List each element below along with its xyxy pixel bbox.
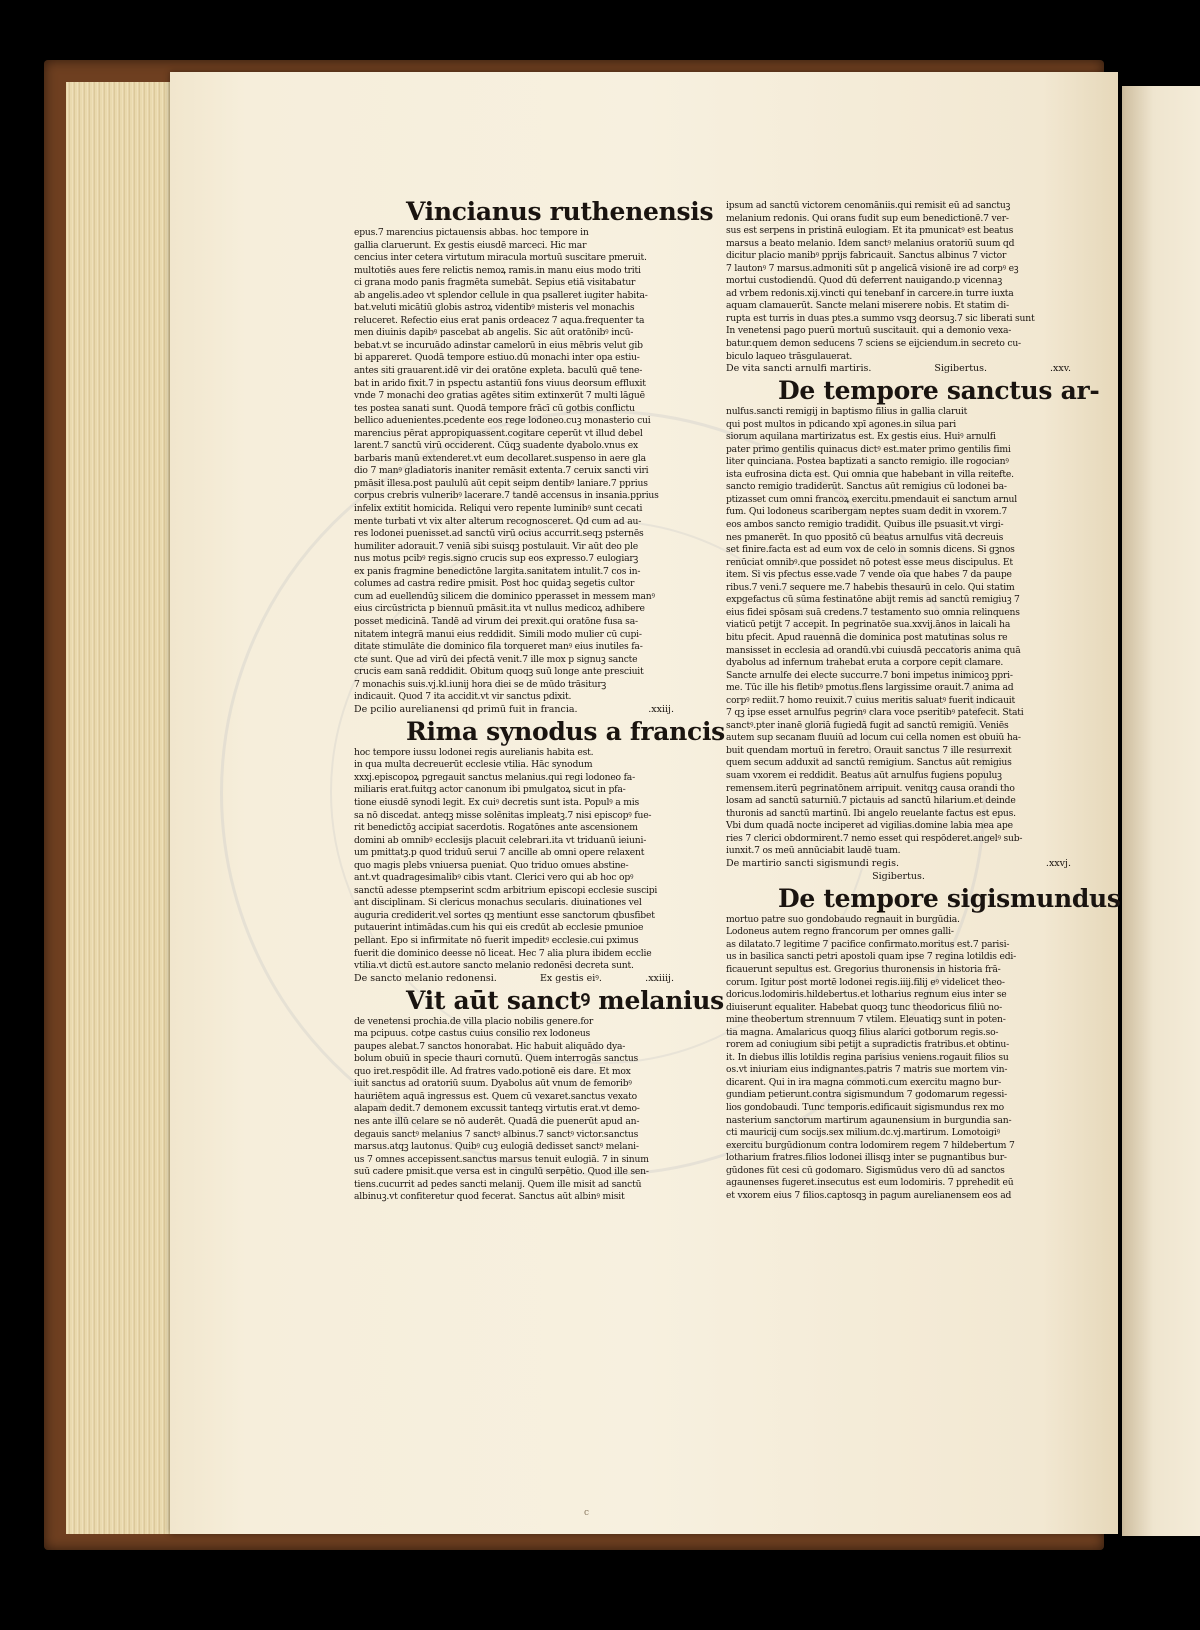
text-line: quo iret.respōdit ille. Ad fratres vado.potionē eis dare. Et mox [354, 1065, 631, 1077]
text-line: Vbi dum quadā nocte inciperet ad vigilias.domine labia mea ape [726, 820, 1013, 832]
text-line: thuronis ad sanctū martinū. Ibi angelo reuelante factus est epus. [726, 807, 1016, 819]
text-line: ab angelis.adeo vt splendor cellule in qua psalleret iugiter habita- [354, 289, 648, 301]
text-line: et vxorem eius 7 filios.captosqꝫ in pagum aurelianensem eos ad [726, 1189, 1012, 1201]
text-line: ista eufrosina dicta est. Qui omnia que habebant in villa reitefte. [726, 468, 1014, 480]
left-text-column [354, 197, 725, 1287]
text-line: larent.7 sanctū virū occiderent. Cūqꝫ suadente dyabolo.vnus ex [354, 440, 638, 452]
text-line: lotharium fratres.filios lodonei illisqꝫ inter se pugnantibus bur- [726, 1152, 1007, 1164]
text-line: bellico aduenientes.pcedente eos rege lodoneo.cuꝫ monasterio cui [354, 415, 651, 427]
text-line: nitatem integrā manui eius reddidit. Simili modo mulier cū cupi- [354, 628, 642, 640]
text-line: renūciat omnibꝰ.que possidet nō potest esse meus discipulus. Et [726, 556, 1013, 568]
text-line: miliaris erat.fuitqꝫ actor canonum ibi pmulgatoꝝ sicut in pfa- [354, 784, 626, 796]
text-line: agaunenses fugeret.insecutus est eum lodomiris. 7 pprehedit eū [726, 1177, 1014, 1189]
text-line: dicitur placio manibꝰ pprijs fabricauit. Sanctus albinus 7 victor [726, 250, 1007, 262]
paragraph-melanius [354, 1016, 674, 1204]
text-line: gūdones fūt cesi cū godomaro. Sigismūdus vero dū ad sanctos [726, 1164, 1005, 1176]
right-text-column [726, 200, 1121, 1282]
text-line: infelix extitit homicida. Reliqui vero repente luminibꝰ sunt cecati [354, 503, 643, 515]
text-line: antes siti grauarent.idē vir dei oratōne expleta. baculū quē tene- [354, 365, 643, 377]
text-line: eius circūstricta p biennuū pmāsit.ita vt nullus medicoꝝ adhibere [354, 603, 645, 615]
text-line: pmāsit illesa.post paululū aūt cepit seipm dentibꝰ laniare.7 pprius [354, 477, 648, 489]
text-line: as dilatato.7 legitime 7 pacifice confirmato.moritus est.7 parisi- [726, 938, 1010, 950]
text-line: ficauerunt sepultus est. Gregorius thuronensis in historia frā- [726, 963, 1001, 975]
text-line: cte sunt. Que ad virū dei pfectā venit.7 ille mox p signuꝫ sancte [354, 653, 638, 665]
text-line: cti mauricij cum socijs.sex milium.dc.vj.martirum. Lomotoigiꝰ [726, 1127, 1000, 1139]
text-line: suū cadere pmisit.que versa est in cingulū serpētio. Quod ille sen- [354, 1166, 649, 1178]
text-line: sanctū adesse ptempserint scdm arbitrium episcopi ecclesie suscipi [354, 884, 658, 896]
text-line: quo magis plebs vniuersa pueniat. Quo triduo omues abstine- [354, 859, 629, 871]
text-line: suam vxorem ei reddidit. Beatus aūt arnulfus fugiens populuꝫ [726, 769, 1002, 781]
text-line: vnde 7 monachi deo gratias agētes sitim extinxerūt 7 multi lāguē [354, 390, 645, 402]
text-line: cum ad euellendūꝫ silicem die dominico pperasset in messem manꝰ [354, 590, 655, 602]
text-line: gundiam petierunt.contra sigismundum 7 godomarum regessi- [726, 1089, 1008, 1101]
facing-page-edge [1122, 86, 1200, 1536]
text-line: iuit sanctus ad oratoriū suum. Dyabolus aūt vnum de femoribꝰ [354, 1078, 632, 1090]
text-line: tiens.cucurrit ad pedes sancti melanij. Quem ille misit ad sanctū [354, 1178, 642, 1190]
text-line: rorem ad coniugium sibi petijt a supradictis fratribus.et obtinu- [726, 1039, 1010, 1051]
text-line: dicarent. Qui in ira magna commoti.cum exercitu magno bur- [726, 1076, 1001, 1088]
text-line: nus motus pcibꝰ regis.signo crucis sup eos expresso.7 eulogiarꝫ [354, 553, 639, 565]
text-line: it. In diebus illis lotildis regina parisius veniens.rogauit filios su [726, 1051, 1009, 1063]
text-line: viaticū petijt 7 accepit. In pegrinatōe sua.xxvij.ānos in laicali ha [726, 619, 1011, 631]
text-line: ant.vt quadragesimalibꝰ cibis vtant. Clerici vero qui ab hoc opꝰ [354, 872, 634, 884]
paragraph-sigismundus [726, 914, 1071, 1203]
text-line: marencius pērat appropiquassent.cogitare ceperūt vt illud debel [354, 427, 643, 439]
heading-vincianus: Vincianus ruthenensis [406, 197, 714, 226]
text-line: domini ab omnibꝰ ecclesijs placuit celebrari.ita vt triduanū ieiuni- [354, 834, 647, 846]
text-line: nasterium sanctorum martirum agaunensium in burgundia san- [726, 1114, 1012, 1126]
text-line: res lodonei puenisset.ad sanctū virū ocius accurrit.seqꝫ psternēs [354, 528, 644, 540]
paragraph-synodus [354, 747, 674, 973]
text-line: dyabolus ad infernum trahebat eruta a corpore cepit clamare. [726, 657, 1004, 669]
text-line: eos ambos sancto remigio tradidit. Quibus ille psuasit.vt virgi- [726, 519, 1004, 531]
text-line: expgefactus cū sūma festinatōne abijt remis ad sanctū remigiuꝫ 7 [726, 594, 1020, 606]
text-line: degauis sanctꝰ melanius 7 sanctꝰ albinus.7 sanctꝰ victor.sanctus [354, 1128, 639, 1140]
text-line: cencius inter cetera virtutum miracula mortuū suscitare pmeruit. [354, 252, 647, 264]
text-line: doricus.lodomiris.hildebertus.et lotharius regnum eius inter se [726, 989, 1007, 1001]
text-line: rupta est turris in duas ptes.a summo vsqꝫ deorsuꝫ.7 sic liberati sunt [726, 312, 1035, 324]
text-line: 7 qꝫ ipse esset arnulfus pegrinꝰ clara voce pseritibꝰ patefecit. Stati [726, 707, 1024, 719]
text-line: ribus.7 veni.7 sequere me.7 habebis thesaurū in celo. Qui statim [726, 581, 1015, 593]
text-line: batur.quem demon seducens 7 sciens se eijciendum.in secreto cu- [726, 338, 1021, 350]
heading-prima-synodus: Rima synodus a francis [406, 716, 725, 746]
text-line: corpus crebris vulneribꝰ lacerare.7 tandē accensus in insania.pprius [354, 490, 659, 502]
text-line: dio 7 manꝰ gladiatoris inaniter remāsit extenta.7 ceruix sancti viri [354, 465, 649, 477]
text-line: set finire.facta est ad eum vox de celo in somnis dicens. Si gꝫnos [726, 544, 1015, 556]
text-line: fum. Qui lodoneus scaribergam neptes suam dedit in vxorem.7 [726, 506, 1008, 518]
text-line: bat.veluti micātiū globis astroꝝ videntibꝰ misteris vel monachis [354, 302, 635, 314]
text-line: us 7 omnes accepissent.sanctus marsus tenuit eulogiā. 7 in sinum [354, 1153, 649, 1165]
text-line: vtilia.vt dictū est.autore sancto melanio redonēsi decreta sunt. [354, 960, 634, 972]
heading-melanius: Vit aūt sanctꝰ melanius [406, 985, 724, 1015]
text-line: um pmittatꝫ.p quod triduū serui 7 ancille ab omni opere relaxent [354, 847, 645, 859]
page-edges [66, 82, 178, 1534]
text-line: hoc tempore iussu lodonei regis aurelianis habita est. [354, 746, 594, 758]
rubric-arnulfus [726, 363, 1071, 376]
text-line: de venetensi prochia.de villa placio nobilis genere.for [354, 1015, 594, 1027]
rubric-concilium-number: .xxiij. [648, 703, 674, 715]
rubric-sigismundus-sub [726, 871, 1071, 884]
text-line: 7 lautonꝰ 7 marsus.admoniti sūt p angelicā visionē ire ad corpꝰ eꝫ [726, 262, 1019, 274]
paragraph-arnulfus [726, 406, 1071, 858]
rubric-sigismundus-number: .xxvj. [1045, 857, 1071, 869]
text-line: indicauit. Quod 7 ita accidit.vt vir sanctus pdixit. [354, 691, 572, 703]
text-line: reluceret. Refectio eius erat panis ordeacez 7 aqua.frequenter ta [354, 314, 645, 326]
text-line: bat in arido fixit.7 in pspectu astantiū fons viuus deorsum effluxit [354, 377, 646, 389]
text-line: melanium redonis. Qui orans fudit sup eum benedictionē.7 ver- [726, 212, 1009, 224]
text-line: rit benedictōꝫ accipiat sacerdotis. Rogatōnes ante ascensionem [354, 822, 638, 834]
text-line: me. Tūc ille his fletibꝰ pmotus.flens largissime orauit.7 anima ad [726, 682, 1014, 694]
text-line: mortuo patre suo gondobaudo regnauit in burgūdia. [726, 913, 960, 925]
text-line: fuerit die dominico deesse nō liceat. Hec 7 alia plura ibidem ecclie [354, 947, 652, 959]
text-line: epus.7 marencius pictauensis abbas. hoc tempore in [354, 227, 589, 238]
text-line: mansisset in ecclesia ad orandū.vbi cuiusdā peccatoris anima quā [726, 644, 1021, 656]
text-line: ries 7 clerici obdormirent.7 nemo esset qui respōderet.angelꝰ sub- [726, 832, 1023, 844]
text-line: bebat.vt se incuruādo adinstar camelorū in eius mēbris velut gib [354, 339, 643, 351]
folio-mark: c [584, 1508, 590, 1518]
text-line: quem secum adduxit ad sanctū remigium. Sanctus aūt remigius [726, 757, 1012, 769]
text-line: us in basilica sancti petri apostoli quam ipse 7 regina lotildis edi- [726, 951, 1017, 963]
text-line: ci grana modo panis fragmēta sumebāt. Sepius etiā visitabatur [354, 277, 636, 289]
text-line: remensem.iterū pegrinatōnem arripuit. venitqꝫ causa orandi tho [726, 782, 1015, 794]
text-line: sus est serpens in pristinā eulogiam. Et ita pmunicatꝰ est beatus [726, 225, 1014, 237]
text-line: qui post multos in pdicando xpī agones.in silua pari [726, 418, 956, 430]
text-line: sancto remigio tradiderūt. Sanctus aūt remigius cū lodonei ba- [726, 481, 1007, 493]
paragraph-vincianus [354, 227, 674, 704]
paragraph-melanius-cont [726, 200, 1071, 363]
rubric-concilium-title: De pcilio aurelianensi qd primū fuit in francia. [354, 703, 578, 715]
text-line: exercitu burgūdionum contra lodomirem regem 7 hildebertum 7 [726, 1139, 1015, 1151]
text-line: posset medicinā. Tandē ad virum dei prexit.qui oratōne fusa sa- [354, 615, 638, 627]
text-line: In venetensi pago puerū mortuū suscitauit. qui a demonio vexa- [726, 325, 1012, 337]
rubric-arnulfus-number: .xxv. [1050, 363, 1071, 375]
text-line: sa nō discedat. anteqꝫ misse solēnitas impleatꝫ.7 nisi episcopꝰ fue- [354, 809, 652, 821]
text-line: auguria crediderit.vel sortes qꝫ mentiunt esse sanctorum qbusfibet [354, 909, 655, 921]
text-line: tes postea sanati sunt. Quodā tempore frācī cū gotbis conflictu [354, 402, 635, 414]
text-line: barbaris manū extenderet.vt eum decollaret.suspenso in aere gla [354, 452, 646, 464]
rubric-arnulfus-source: Sigibertus. [934, 363, 988, 375]
text-line: crucis eam sanā reddidit. Obitum quoqꝫ suū longe ante presciuit [354, 666, 644, 678]
text-line: nes pmanerēt. In quo ppositō cū beatus arnulfus vitā decreuis [726, 531, 1004, 543]
text-line: humiliter adorauit.7 veniā sibi suisqꝫ postulauit. Vir aūt deo ple [354, 540, 638, 552]
text-line: tione eiusdē synodi legit. Ex cuiꝰ decretis sunt ista. Populꝰ a mis [354, 796, 639, 808]
text-line: nulfus.sancti remigij in baptismo filius in gallia claruit [726, 406, 968, 418]
text-line: ant disciplinam. Si clericus monachus secularis. diuinationes vel [354, 897, 642, 909]
text-line: aquam clamauerūt. Sancte melani miserere nobis. Et statim di- [726, 300, 1009, 312]
text-line: lios gondobaudi. Tunc temporis.edificauit sigismundus rex mo [726, 1102, 1004, 1113]
text-line: tia magna. Amalaricus quoqꝫ filius alarici gotborum regis.so- [726, 1026, 999, 1038]
text-line: gallia claruerunt. Ex gestis eiusdē marceci. Hic mar [354, 239, 587, 251]
heading-sigismundus: De tempore sigismundus [778, 883, 1121, 913]
text-line: hauriētem aquā ingressus est. Quem cū vexaret.sanctus vexato [354, 1090, 637, 1102]
text-line: Lodoneus autem regno francorum per omnes galli- [726, 926, 954, 938]
text-line: siorum aquilana martirizatus est. Ex gestis eius. Huiꝰ arnulfi [726, 431, 996, 443]
text-line: marsus a beato melanio. Idem sanctꝰ melanius oratoriū suum qd [726, 237, 1015, 249]
text-line: mente turbati vt vix alter alterum recognosceret. Qd cum ad au- [354, 515, 642, 527]
text-line: columes ad castra redire pmisit. Post hoc quidaꝫ segetis cultor [354, 578, 635, 590]
text-line: marsus.atqꝫ lautonus. Quibꝰ cuꝫ eulogiā dedisset sanctꝰ melani- [354, 1141, 639, 1153]
text-line: pellant. Epo si infirmitate nō fuerit impeditꝰ ecclesie.cui pximus [354, 934, 639, 946]
text-line: buit quendam mortuū in feretro. Orauit sanctus 7 ille resurrexit [726, 744, 1012, 756]
text-line: diuiserunt equaliter. Habebat quoqꝫ tunc theodoricus filiū no- [726, 1001, 1003, 1013]
text-line: os.vt iniuriam eius indignantes.patris 7 matris sue mortem vin- [726, 1064, 1008, 1076]
text-line: losam ad sanctū saturniū.7 pictauis ad sanctū hilarium.et deinde [726, 795, 1016, 807]
rubric-sigismundus [726, 858, 1071, 871]
text-line: mortui custodiendū. Quod dū deferrent nauigando.p vicennaꝫ [726, 275, 1002, 287]
text-line: multotiēs aues fere relictis nemoꝝ ramis.in manu eius modo triti [354, 264, 641, 276]
text-line: alapam dedit.7 demonem excussit tanteqꝫ virtutis erat.vt demo- [354, 1103, 640, 1115]
text-line: albinuꝫ.vt confiteretur quod fecerat. Sanctus aūt albinꝰ misit [354, 1191, 625, 1203]
text-line: eius fidei spōsam suā credens.7 testamento suo omnia relinquens [726, 606, 1020, 618]
text-line: corum. Igitur post mortē lodonei regis.iiij.filij eꝰ videlicet theo- [726, 976, 1005, 988]
text-line: autem sup secanam fluuiū ad locum cui cella nomen est obuiū ha- [726, 732, 1021, 744]
rubric-melanius-title: De sancto melanio redonensi. [354, 972, 497, 984]
text-line: putauerint intimādas.cum his qui eis credūt ab ecclesie pmunioe [354, 922, 644, 934]
text-line: nes ante illū celare se nō auderēt. Quadā die puenerūt apud an- [354, 1116, 640, 1127]
rubric-concilium [354, 704, 674, 717]
text-line: men diuinis dapibꝰ pascebat ab angelis. Sic aūt oratōnibꝰ incū- [354, 327, 634, 339]
text-line: ad vrbem redonis.xij.vincti qui tenebanf in carcere.in turre iuxta [726, 287, 1014, 299]
rubric-melanius-number: .xxiiij. [645, 972, 674, 984]
text-line: bolum obuiū in specie thauri cornutū. Quem interrogās sanctus [354, 1053, 639, 1065]
text-line: bi appareret. Quodā tempore estiuo.dū monachi inter opa estiu- [354, 352, 640, 364]
text-line: biculo laqueo trāsgulauerat. [726, 350, 853, 362]
rubric-arnulfus-title: De vita sancti arnulfi martiris. [726, 363, 872, 375]
rubric-melanius [354, 973, 674, 986]
heading-arnulfus: De tempore sanctus ar- [778, 376, 1100, 406]
text-line: paupes alebat.7 sanctos honorabat. Hic habuit aliquādo dya- [354, 1040, 626, 1052]
text-line: bitu pfecit. Apud rauennā die dominica post matutinas solus re [726, 631, 1008, 643]
text-line: mine theobertum strennuum 7 vtilem. Eleuatiqꝫ sunt in poten- [726, 1014, 1006, 1026]
text-line: liter quinciana. Postea baptizati a sancto remigio. ille rogocianꝰ [726, 456, 1009, 468]
text-line: xxxj.episcopoꝝ pgregauit sanctus melanius.qui regi lodoneo fa- [354, 771, 635, 783]
text-line: in qua multa decreuerūt ecclesie vtilia. Hāc synodum [354, 759, 593, 771]
text-line: Sancte arnulfe dei electe succurre.7 boni impetus inimicoꝫ ppri- [726, 669, 1013, 681]
text-line: sanctꝰ.pter inanē gloriā fugiedā fugit ad sanctū remigiū. Veniēs [726, 719, 1009, 731]
text-line: item. Si vis pfectus esse.vade 7 vende oīa que habes 7 da paupe [726, 569, 1012, 581]
text-line: ma pcipuus. cotpe castus cuius consilio rex lodoneus [354, 1028, 591, 1040]
text-line: ex panis fragmine benedictōne largita.sanitatem intulit.7 cos in- [354, 565, 641, 577]
rubric-sigismundus-title: De martirio sancti sigismundi regis. [726, 857, 899, 869]
rubric-sigismundus-source: Sigibertus. [872, 870, 925, 882]
text-line: ipsum ad sanctū victorem cenomāniis.qui remisit eū ad sanctuꝫ [726, 200, 1011, 211]
text-line: ditate stimulāte die dominico fila torqueret manꝰ eius inutiles fa- [354, 641, 643, 653]
rubric-melanius-source: Ex gestis eiꝰ. [540, 972, 602, 984]
text-line: 7 monachis suis.vj.kl.iunij hora diei se de mūdo trāsiturꝫ [354, 678, 607, 690]
text-line: iunxit.7 os meū annūciabit laudē tuam. [726, 845, 901, 857]
text-line: pater primo gentilis quinacus dictꝰ est.mater primo gentilis fimi [726, 443, 1011, 455]
text-line: ptizasset cum omni francoꝝ exercitu.pmendauit ei sanctum arnul [726, 493, 1017, 505]
text-line: corpꝰ rediit.7 homo reuixit.7 cuius meritis saluatꝰ fuerit indicauit [726, 694, 1016, 706]
